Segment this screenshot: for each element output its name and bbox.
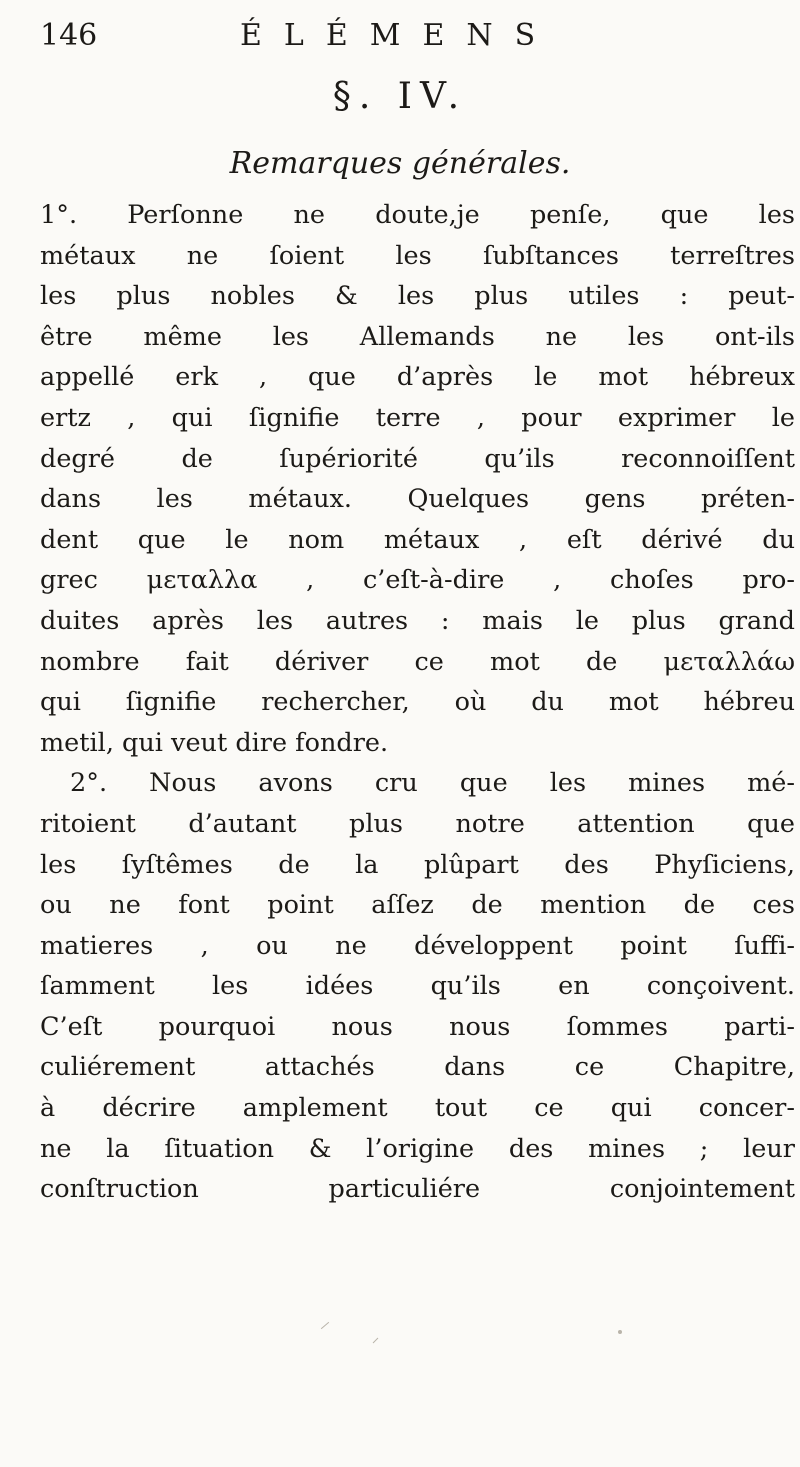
paper-speck	[321, 1322, 329, 1329]
paper-speck	[618, 1330, 622, 1334]
text-line: métaux ne ſoient les ſubſtances terreſtres	[40, 240, 795, 271]
text-line: 1°. Perſonne ne doute,je penſe, que les	[40, 200, 795, 230]
text-line: degré de ſupériorité qu’ils reconnoiſſent	[40, 443, 795, 474]
text-line: ſamment les idées qu’ils en conçoivent.	[40, 971, 795, 1002]
text-line: dans les métaux. Quelques gens préten-	[40, 484, 795, 515]
text-line: duites après les autres : mais le plus grand	[40, 605, 795, 636]
text-line: les ſyſtêmes de la plûpart des Phyſiciens,	[40, 849, 795, 880]
text-line: metil, qui veut dire fondre.	[40, 727, 389, 758]
body-text	[40, 195, 795, 1210]
section-title: Remarques générales.	[229, 146, 571, 181]
text-line: culiérement attachés dans ce Chapitre,	[40, 1052, 795, 1083]
running-head	[40, 18, 800, 68]
text-line: qui ſignifie rechercher, où du mot hébreu	[40, 687, 795, 718]
text-line: conſtruction particuliére conjointement	[40, 1174, 795, 1205]
page-number: 146	[40, 18, 98, 53]
text-line: appellé erk , que d’après le mot hébreux	[40, 362, 795, 393]
text-line: C’eſt pourquoi nous nous ſommes parti-	[40, 1011, 795, 1042]
text-line: ritoient d’autant plus notre attention que	[40, 808, 795, 839]
text-line: 2°. Nous avons cru que les mines mé-	[70, 768, 795, 799]
text-line: à décrire amplement tout ce qui concer-	[40, 1093, 795, 1124]
text-line: nombre fait dériver ce mot de μεταλλάω	[40, 646, 795, 677]
text-line: ertz , qui ſignifie terre , pour exprimer le	[40, 402, 795, 433]
text-line: matieres , ou ne développent point ſuffi-	[40, 930, 795, 961]
paper-speck	[373, 1338, 379, 1344]
section-number: §. IV.	[332, 76, 468, 117]
text-line: être même les Allemands ne les ont-ils	[40, 321, 795, 352]
text-line: dent que le nom métaux , eſt dérivé du	[40, 524, 795, 555]
text-line: grec μεταλλα , c’eſt-à-dire , choſes pro-	[40, 565, 795, 596]
running-title: ÉLÉMENS	[240, 18, 558, 53]
text-line: les plus nobles & les plus utiles : peut-	[40, 281, 795, 312]
text-line: ou ne font point aſſez de mention de ces	[40, 890, 795, 921]
text-line: ne la ſituation & l’origine des mines ; leur	[40, 1133, 795, 1164]
